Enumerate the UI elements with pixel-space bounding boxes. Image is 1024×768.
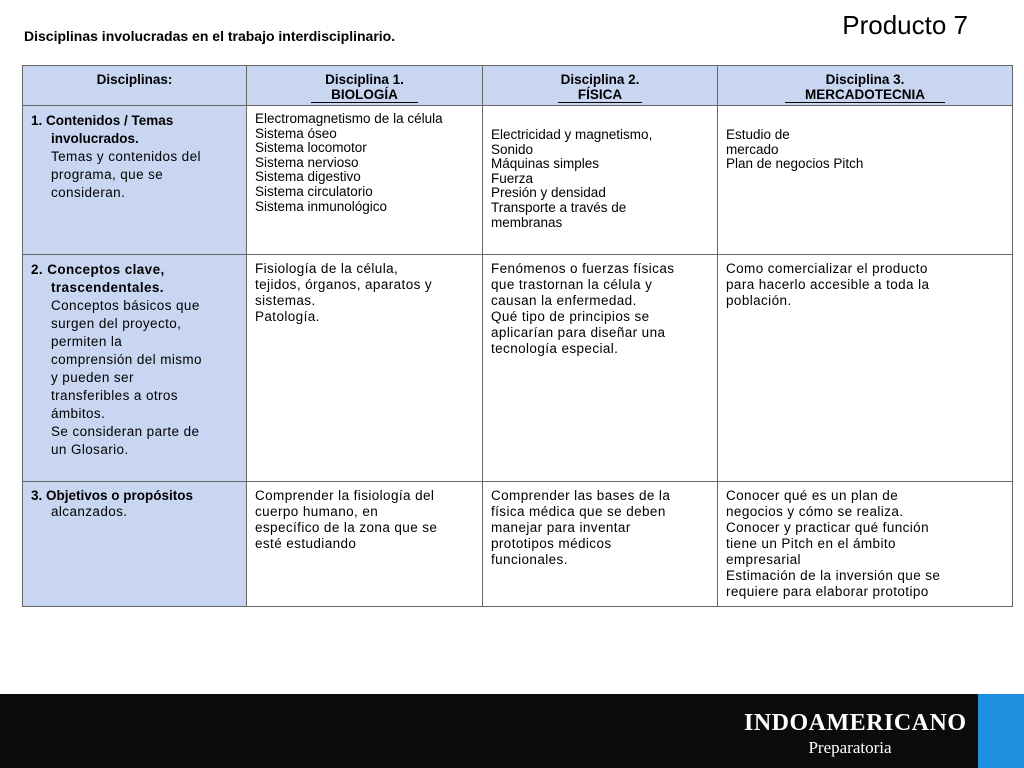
table-header-row	[23, 66, 1013, 106]
table-row-objetivos	[23, 482, 1013, 607]
row-title-line: trascendentales.	[51, 280, 164, 295]
cell-fisica	[483, 255, 718, 482]
discipline-label: Disciplina 1.	[325, 72, 404, 87]
discipline-name: MERCADOTECNIA	[785, 87, 945, 103]
cell-line: Sistema circulatorio	[255, 183, 373, 199]
cell-fisica	[483, 106, 718, 255]
row-label-cell	[23, 482, 247, 607]
logo-subtitle: Preparatoria	[808, 738, 892, 757]
cell-mercadotecnia	[718, 106, 1013, 255]
table-row-contenidos	[23, 106, 1013, 255]
cell-line: Estudio de	[726, 127, 790, 142]
footer-bar	[0, 694, 1024, 768]
cell-line: prototipos médicos	[491, 536, 612, 551]
cell-line: empresarial	[726, 552, 801, 567]
cell-line: esté estudiando	[255, 536, 357, 551]
cell-line: funcionales.	[491, 552, 568, 567]
cell-line: Sistema locomotor	[255, 140, 367, 156]
row-desc-line: comprensión del mismo	[51, 352, 202, 367]
discipline-name: BIOLOGÍA	[311, 87, 418, 103]
cell-line: Comprender las bases de la	[491, 488, 671, 503]
row-label-cell	[23, 106, 247, 255]
row-desc-line: programa, que se	[51, 167, 164, 182]
header-corner-cell	[23, 66, 247, 106]
row-desc-line: ámbitos.	[51, 406, 106, 421]
table-row-conceptos	[23, 255, 1013, 482]
cell-line: cuerpo humano, en	[255, 504, 379, 519]
header-discipline-2	[483, 66, 718, 106]
cell-line: Plan de negocios Pitch	[726, 156, 864, 172]
footer-accent-block	[978, 694, 1024, 768]
row-label-cell	[23, 255, 247, 482]
cell-line: causan la enfermedad.	[491, 293, 637, 308]
cell-fisica	[483, 482, 718, 607]
cell-line: negocios y cómo se realiza.	[726, 504, 904, 519]
cell-line: Fuerza	[491, 170, 534, 186]
cell-line: Estimación de la inversión que se	[726, 568, 941, 583]
cell-line: requiere para elaborar prototipo	[726, 584, 929, 599]
cell-line: Como comercializar el producto	[726, 261, 928, 276]
row-desc-line: alcanzados.	[51, 504, 128, 519]
cell-line: para hacerlo accesible a toda la	[726, 277, 930, 292]
discipline-name: FÍSICA	[558, 87, 642, 103]
cell-mercadotecnia	[718, 255, 1013, 482]
row-desc-line: Se consideran parte de	[51, 424, 200, 439]
cell-line: específico de la zona que se	[255, 520, 438, 535]
cell-line: tejidos, órganos, aparatos y	[255, 277, 433, 292]
header-discipline-1	[247, 66, 483, 106]
cell-line: Conocer qué es un plan de	[726, 488, 899, 503]
slide-title: Disciplinas involucradas en el trabajo interdisciplinario.	[24, 28, 396, 44]
row-desc-line: un Glosario.	[51, 442, 129, 457]
cell-line: tecnología especial.	[491, 341, 619, 356]
row-title-line: 3. Objetivos o propósitos	[31, 488, 194, 503]
discipline-label: Disciplina 3.	[825, 72, 905, 87]
row-desc-line: Conceptos básicos que	[51, 298, 200, 313]
cell-line: Sistema inmunológico	[255, 198, 388, 214]
row-desc-line: transferibles a otros	[51, 388, 178, 403]
cell-line: membranas	[491, 214, 563, 230]
discipline-label: Disciplina 2.	[560, 72, 640, 87]
cell-line: Fisiología de la célula,	[255, 261, 399, 276]
row-desc-line: consideran.	[51, 185, 126, 200]
cell-line: Presión y densidad	[491, 185, 606, 201]
cell-biologia	[247, 106, 483, 255]
cell-line: Patología.	[255, 309, 320, 324]
cell-line: física médica que se deben	[491, 504, 666, 519]
cell-line: Máquinas simples	[491, 156, 600, 172]
cell-line: Sistema digestivo	[255, 169, 361, 185]
cell-line: que trastornan la célula y	[491, 277, 653, 292]
cell-line: manejar para inventar	[491, 520, 631, 535]
corner-label: Disciplinas:	[96, 72, 173, 87]
cell-line: Sistema nervioso	[255, 154, 359, 170]
row-title-line: 1. Contenidos / Temas	[31, 113, 174, 128]
cell-line: tiene un Pitch en el ámbito	[726, 536, 896, 551]
row-desc-line: permiten la	[51, 334, 123, 349]
cell-line: población.	[726, 293, 792, 308]
cell-line: Transporte a través de	[491, 199, 627, 215]
cell-biologia	[247, 255, 483, 482]
header-discipline-3	[718, 66, 1013, 106]
cell-line: Electricidad y magnetismo,	[491, 127, 653, 142]
product-label: Producto 7	[842, 10, 968, 40]
row-desc-line: y pueden ser	[51, 370, 134, 385]
cell-line: Fenómenos o fuerzas físicas	[491, 261, 675, 276]
cell-line: Electromagnetismo de la célula	[255, 111, 443, 126]
cell-line: Sonido	[491, 141, 534, 157]
cell-line: sistemas.	[255, 293, 316, 308]
logo-wordmark: INDOAMERICANO	[744, 710, 967, 736]
cell-line: aplicarían para diseñar una	[491, 325, 666, 340]
cell-line: Sistema óseo	[255, 125, 337, 141]
cell-line: mercado	[726, 141, 779, 157]
row-title-line: 2. Conceptos clave,	[31, 262, 165, 277]
cell-line: Qué tipo de principios se	[491, 309, 650, 324]
cell-mercadotecnia	[718, 482, 1013, 607]
cell-line: Comprender la fisiología del	[255, 488, 435, 503]
row-desc-line: Temas y contenidos del	[51, 149, 201, 164]
row-desc-line: surgen del proyecto,	[51, 316, 182, 331]
cell-line: Conocer y practicar qué función	[726, 520, 930, 535]
cell-biologia	[247, 482, 483, 607]
row-title-line: involucrados.	[51, 131, 139, 146]
disciplines-table	[22, 65, 1013, 607]
